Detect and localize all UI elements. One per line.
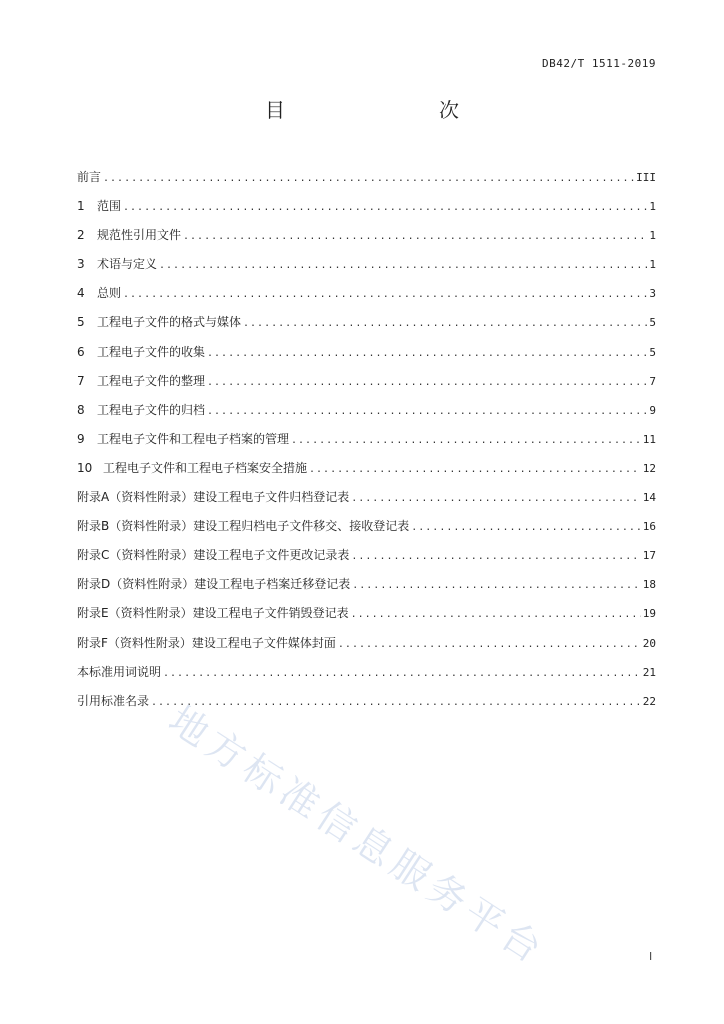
toc-leader-dots — [351, 551, 640, 562]
toc-leader-dots — [103, 173, 634, 184]
toc-page-number: 17 — [642, 549, 656, 563]
toc-label: 附录D（资料性附录）建设工程电子档案迁移登记表 — [77, 577, 351, 592]
toc-leader-dots — [183, 231, 647, 242]
toc-leader-dots — [338, 639, 641, 650]
toc-label: 前言 — [77, 170, 102, 184]
toc-page-number: 22 — [642, 694, 656, 708]
toc-leader-dots — [351, 493, 641, 504]
toc-label: 工程电子文件的收集 — [97, 344, 206, 359]
toc-page-number: 5 — [649, 316, 656, 330]
toc-page-number: 21 — [642, 665, 656, 679]
toc-page-number: 3 — [649, 287, 656, 301]
toc-entry[interactable] — [77, 313, 656, 342]
toc-leader-dots — [163, 668, 641, 679]
toc-entry-appendix-d[interactable] — [77, 575, 656, 604]
toc-page-number: 1 — [649, 200, 656, 214]
toc-page-number: 18 — [642, 578, 656, 592]
toc-page-number: 14 — [642, 491, 656, 505]
toc-leader-dots — [291, 435, 641, 446]
toc-label: 工程电子文件的格式与媒体 — [97, 315, 242, 330]
toc-entry[interactable] — [77, 430, 656, 459]
toc-number: 3 — [77, 257, 85, 272]
toc-leader-dots — [207, 348, 647, 359]
toc-page-number: 7 — [649, 374, 656, 388]
toc-label: 工程电子文件和工程电子档案的管理 — [97, 431, 290, 446]
toc-entry-wording-explanation[interactable] — [77, 663, 656, 692]
toc-leader-dots — [123, 202, 647, 213]
toc-page-number: 1 — [649, 229, 656, 243]
toc-leader-dots — [207, 377, 647, 388]
toc-number: 7 — [77, 373, 85, 388]
toc-entry[interactable] — [77, 459, 656, 488]
toc-label: 工程电子文件的归档 — [97, 402, 206, 417]
toc-number: 6 — [77, 344, 85, 359]
watermark: 地方标准信息服务平台 — [161, 697, 555, 975]
toc-entry-appendix-c[interactable] — [77, 546, 656, 575]
toc-label: 附录F（资料性附录）建设工程电子文件媒体封面 — [77, 635, 336, 650]
table-of-contents — [77, 168, 656, 721]
toc-label: 工程电子文件和工程电子档案安全措施 — [103, 460, 308, 475]
toc-label: 附录C（资料性附录）建设工程电子文件更改记录表 — [77, 548, 350, 563]
toc-entry-appendix-f[interactable] — [77, 634, 656, 663]
toc-number: 4 — [77, 286, 85, 301]
toc-leader-dots — [123, 289, 647, 300]
toc-label: 附录B（资料性附录）建设工程归档电子文件移交、接收登记表 — [77, 519, 410, 534]
toc-label: 附录E（资料性附录）建设工程电子文件销毁登记表 — [77, 606, 349, 621]
toc-page-number: 20 — [642, 636, 656, 650]
toc-leader-dots — [309, 464, 641, 475]
toc-label: 引用标准名录 — [77, 693, 150, 708]
toc-entry[interactable] — [77, 284, 656, 313]
toc-page-number: 19 — [642, 607, 656, 621]
toc-leader-dots — [352, 580, 641, 591]
toc-entry[interactable] — [77, 255, 656, 284]
toc-number: 5 — [77, 315, 85, 330]
toc-page-number: 9 — [649, 403, 656, 417]
toc-page-number: 12 — [642, 461, 656, 475]
toc-entry-foreword[interactable] — [77, 168, 656, 197]
toc-number: 9 — [77, 431, 85, 446]
toc-entry-appendix-e[interactable] — [77, 604, 656, 633]
toc-entry-appendix-a[interactable] — [77, 488, 656, 517]
toc-entry[interactable] — [77, 226, 656, 255]
toc-label: 工程电子文件的整理 — [97, 373, 206, 388]
toc-entry-appendix-b[interactable] — [77, 517, 656, 546]
toc-entry[interactable] — [77, 343, 656, 372]
page-number: I — [649, 950, 653, 963]
toc-page-number: 1 — [649, 258, 656, 272]
toc-label: 总则 — [97, 286, 122, 301]
toc-label: 范围 — [97, 199, 122, 214]
toc-entry[interactable] — [77, 372, 656, 401]
toc-number: 10 — [77, 460, 93, 475]
toc-number: 2 — [77, 228, 85, 243]
toc-leader-dots — [411, 522, 641, 533]
toc-label: 术语与定义 — [97, 257, 158, 272]
toc-number: 8 — [77, 402, 85, 417]
toc-leader-dots — [151, 697, 641, 708]
toc-entry-referenced-standards[interactable] — [77, 692, 656, 721]
toc-label: 附录A（资料性附录）建设工程电子文件归档登记表 — [77, 490, 350, 505]
toc-label: 本标准用词说明 — [77, 664, 162, 679]
toc-entry[interactable] — [77, 197, 656, 226]
page-title: 目 次 — [265, 98, 497, 122]
standard-code: DB42/T 1511-2019 — [542, 57, 656, 70]
toc-leader-dots — [207, 406, 647, 417]
toc-entry[interactable] — [77, 401, 656, 430]
toc-number: 1 — [77, 199, 85, 214]
toc-page-number: 16 — [642, 520, 656, 534]
toc-leader-dots — [351, 609, 641, 620]
toc-page-number: 5 — [649, 345, 656, 359]
toc-page-number: III — [636, 171, 656, 184]
toc-page-number: 11 — [642, 432, 656, 446]
toc-label: 规范性引用文件 — [97, 228, 182, 243]
toc-leader-dots — [243, 318, 647, 329]
toc-leader-dots — [159, 260, 647, 271]
